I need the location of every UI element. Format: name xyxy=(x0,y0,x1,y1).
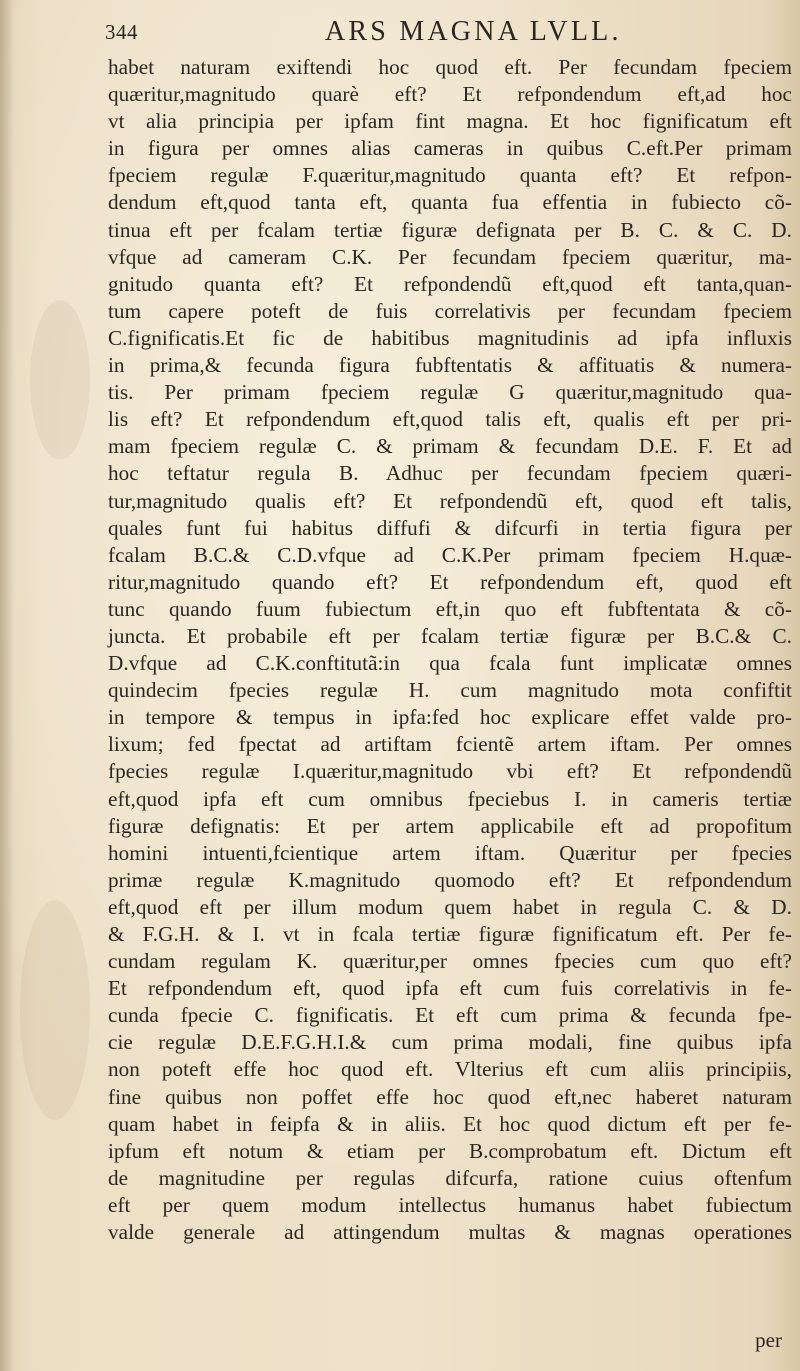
text-line: hoc teftatur regula B. Adhuc per fecundam fpeciem quæri- xyxy=(108,461,792,486)
text-line: cundam regulam K. quæritur,per omnes fpecies cum quo eft? xyxy=(108,949,792,974)
text-line: vfque ad cameram C.K. Per fecundam fpeciem quæritur, ma- xyxy=(108,244,792,269)
body-text xyxy=(108,54,792,1246)
paper-stain xyxy=(20,900,90,1120)
text-line: figuræ defignatis: Et per artem applicabile eft ad propofitum xyxy=(108,813,792,838)
text-line: Et refpondendum eft, quod ipfa eft cum fuis correlativis in fe- xyxy=(108,976,792,1001)
text-line: cunda fpecie C. fignificatis. Et eft cum prima & fecunda fpe- xyxy=(108,1003,792,1028)
text-line: ritur,magnitudo quando eft? Et refpondendum eft, quod eft xyxy=(108,569,792,594)
text-line: quales funt fui habitus diffufi & difcurfi in tertia figura per xyxy=(108,515,792,540)
text-line: fcalam B.C.& C.D.vfque ad C.K.Per primam fpeciem H.quæ- xyxy=(108,542,792,567)
page-number: 344 xyxy=(105,20,138,44)
text-line: eft per quem modum intellectus humanus habet fubiectum xyxy=(108,1192,792,1217)
text-line: fine quibus non poffet effe hoc quod eft,nec haberet naturam xyxy=(108,1084,792,1109)
text-line: gnitudo quanta eft? Et refpondendũ eft,quod eft tanta,quan- xyxy=(108,271,792,296)
text-line: homini intuenti,fcientique artem iftam. Quæritur per fpecies xyxy=(108,840,792,865)
text-line: tum capere poteft de fuis correlativis per fecundam fpeciem xyxy=(108,298,792,323)
text-line: non poteft effe hoc quod eft. Vlterius eft cum aliis principiis, xyxy=(108,1057,792,1082)
text-line: mam fpeciem regulæ C. & primam & fecundam D.E. F. Et ad xyxy=(108,434,792,459)
text-line: valde generale ad attingendum multas & magnas operationes xyxy=(108,1220,792,1245)
text-line: habet naturam exiftendi hoc quod eft. Per fecundam fpeciem xyxy=(108,55,792,79)
text-line: quindecim fpecies regulæ H. cum magnitudo mota confiftit xyxy=(108,678,792,703)
text-line: lis eft? Et refpondendum eft,quod talis eft, qualis eft per pri- xyxy=(108,407,792,432)
text-line: tur,magnitudo qualis eft? Et refpondendũ eft, quod eft talis, xyxy=(108,488,792,513)
text-line: fpeciem regulæ F.quæritur,magnitudo quanta eft? Et refpon- xyxy=(108,163,792,188)
text-line: lixum; fed fpectat ad artiftam fcientẽ artem iftam. Per omnes xyxy=(108,732,792,757)
text-line: in figura per omnes alias cameras in quibus C.eft.Per primam xyxy=(108,136,792,161)
text-line: in prima,& fecunda figura fubftentatis & affituatis & numera- xyxy=(108,353,792,378)
text-line: cie regulæ D.E.F.G.H.I.& cum prima modali, fine quibus ipfa xyxy=(108,1030,792,1055)
text-line: juncta. Et probabile eft per fcalam tertiæ figuræ per B.C.& C. xyxy=(108,623,792,648)
running-head: ARS MAGNA LVLL. xyxy=(325,16,622,47)
text-line: vt alia principia per ipfam fint magna. Et hoc fignificatum eft xyxy=(108,109,792,134)
text-line: C.fignificatis.Et fic de habitibus magnitudinis ad ipfa influxis xyxy=(108,325,792,350)
catchword: per xyxy=(755,1328,782,1352)
page-header xyxy=(105,14,795,48)
text-line: in tempore & tempus in ipfa:fed hoc explicare effet valde pro- xyxy=(108,705,792,730)
text-line: D.vfque ad C.K.conftitutã:in qua fcala funt implicatæ omnes xyxy=(108,651,792,676)
text-line: fpecies regulæ I.quæritur,magnitudo vbi eft? Et refpondendũ xyxy=(108,759,792,784)
paper-stain xyxy=(30,300,90,460)
text-line: eft,quod eft per illum modum quem habet in regula C. & D. xyxy=(108,894,792,919)
text-line: quæritur,magnitudo quarè eft? Et refpondendum eft,ad hoc xyxy=(108,82,792,107)
gutter-shadow xyxy=(0,0,14,1371)
text-line: de magnitudine per regulas difcurfa, ratione cuius oftenfum xyxy=(108,1165,792,1190)
text-line: eft,quod ipfa eft cum omnibus fpeciebus I. in cameris tertiæ xyxy=(108,786,792,811)
text-line: tinua eft per fcalam tertiæ figuræ defignata per B. C. & C. D. xyxy=(108,217,792,242)
text-line: ipfum eft notum & etiam per B.comprobatum eft. Dictum eft xyxy=(108,1138,792,1163)
text-line: tis. Per primam fpeciem regulæ G quæritur,magnitudo qua- xyxy=(108,380,792,405)
catchword-row xyxy=(620,1328,790,1356)
text-line: & F.G.H. & I. vt in fcala tertiæ figuræ fignificatum eft. Per fe- xyxy=(108,922,792,946)
text-line: quam habet in feipfa & in aliis. Et hoc quod dictum eft per fe- xyxy=(108,1111,792,1136)
text-line: tunc quando fuum fubiectum eft,in quo eft fubftentata & cõ- xyxy=(108,596,792,621)
text-line: primæ regulæ K.magnitudo quomodo eft? Et refpondendum xyxy=(108,867,792,892)
text-line: dendum eft,quod tanta eft, quanta fua effentia in fubiecto cõ- xyxy=(108,190,792,215)
